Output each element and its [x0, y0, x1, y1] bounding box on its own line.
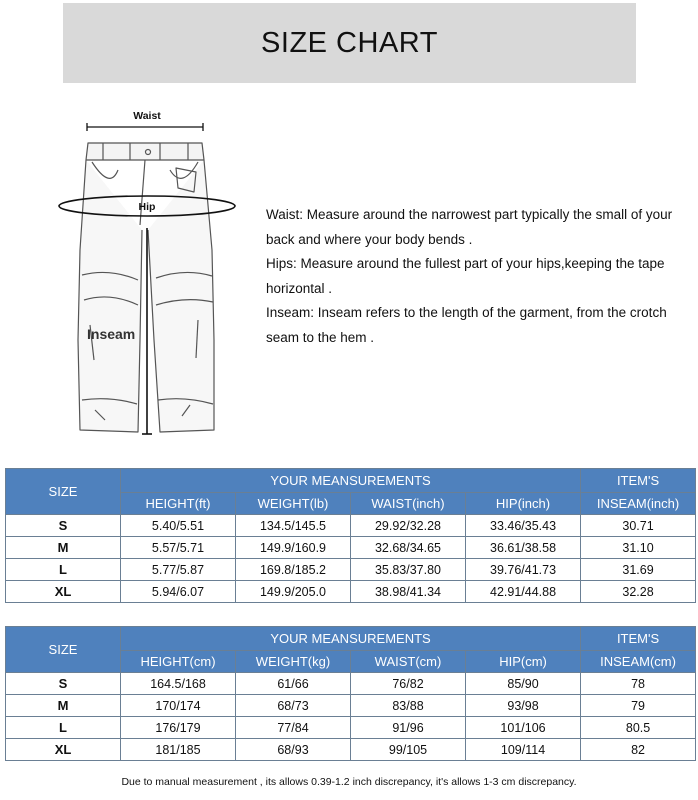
- column-header: HEIGHT(cm): [121, 651, 236, 673]
- table-cell: 164.5/168: [121, 673, 236, 695]
- column-header: WAIST(inch): [351, 493, 466, 515]
- table-cell: 149.9/160.9: [236, 537, 351, 559]
- column-header: HIP(cm): [466, 651, 581, 673]
- size-table-cm: [5, 626, 696, 761]
- size-cell: L: [6, 717, 121, 739]
- table-row: [6, 739, 696, 761]
- table-cell: 169.8/185.2: [236, 559, 351, 581]
- table-cell: 35.83/37.80: [351, 559, 466, 581]
- table-cell: 76/82: [351, 673, 466, 695]
- hip-instruction: Hips: Measure around the fullest part of your hips,keeping the tape horizontal .: [266, 256, 665, 296]
- size-cell: XL: [6, 739, 121, 761]
- column-header: WAIST(cm): [351, 651, 466, 673]
- size-cell: M: [6, 537, 121, 559]
- hip-label: Hip: [138, 201, 156, 213]
- table-row: [6, 515, 696, 537]
- waist-instruction: Waist: Measure around the narrowest part typically the small of your back and where your body bends .: [266, 207, 673, 247]
- inseam-label: Inseam: [87, 326, 136, 342]
- table-cell: 36.61/38.58: [466, 537, 581, 559]
- table-cell: 149.9/205.0: [236, 581, 351, 603]
- table-cell: 68/93: [236, 739, 351, 761]
- measurements-group-header: YOUR MEANSUREMENTS: [121, 469, 581, 493]
- table-cell: 5.94/6.07: [121, 581, 236, 603]
- discrepancy-footnote: Due to manual measurement , its allows 0.39-1.2 inch discrepancy, it's allows 1-3 cm discrepancy.: [121, 776, 577, 788]
- table-cell: 181/185: [121, 739, 236, 761]
- table-cell: 32.68/34.65: [351, 537, 466, 559]
- title-banner: [63, 3, 636, 83]
- waist-label: Waist: [133, 110, 161, 122]
- inseam-instruction: Inseam: Inseam refers to the length of the garment, from the crotch seam to the hem .: [266, 305, 667, 345]
- table-cell: 93/98: [466, 695, 581, 717]
- items-group-header: ITEM'S: [581, 627, 696, 651]
- table-cell: 134.5/145.5: [236, 515, 351, 537]
- size-header: SIZE: [6, 469, 121, 515]
- table-cell: 77/84: [236, 717, 351, 739]
- table-cell: 109/114: [466, 739, 581, 761]
- table-row: [6, 537, 696, 559]
- table-row: [6, 673, 696, 695]
- measurements-group-header: YOUR MEANSUREMENTS: [121, 627, 581, 651]
- table-cell: 85/90: [466, 673, 581, 695]
- table-cell: 68/73: [236, 695, 351, 717]
- size-cell: L: [6, 559, 121, 581]
- table-row: [6, 695, 696, 717]
- size-cell: XL: [6, 581, 121, 603]
- table-cell: 5.40/5.51: [121, 515, 236, 537]
- column-header: INSEAM(cm): [581, 651, 696, 673]
- table-cell: 82: [581, 739, 696, 761]
- table-cell: 30.71: [581, 515, 696, 537]
- table-cell: 176/179: [121, 717, 236, 739]
- table-row: [6, 559, 696, 581]
- column-header: HEIGHT(ft): [121, 493, 236, 515]
- table-cell: 91/96: [351, 717, 466, 739]
- pants-drawing: [78, 143, 214, 432]
- column-header: WEIGHT(kg): [236, 651, 351, 673]
- table-cell: 5.77/5.87: [121, 559, 236, 581]
- table-cell: 38.98/41.34: [351, 581, 466, 603]
- measurement-instructions: [266, 203, 686, 351]
- size-header: SIZE: [6, 627, 121, 673]
- table-cell: 32.28: [581, 581, 696, 603]
- table-cell: 5.57/5.71: [121, 537, 236, 559]
- table-cell: 33.46/35.43: [466, 515, 581, 537]
- size-table-inches: [5, 468, 696, 603]
- column-header: INSEAM(inch): [581, 493, 696, 515]
- table-cell: 42.91/44.88: [466, 581, 581, 603]
- table-cell: 80.5: [581, 717, 696, 739]
- table-cell: 79: [581, 695, 696, 717]
- table-cell: 99/105: [351, 739, 466, 761]
- column-header: HIP(inch): [466, 493, 581, 515]
- table-cell: 39.76/41.73: [466, 559, 581, 581]
- table-cell: 101/106: [466, 717, 581, 739]
- size-cell: S: [6, 673, 121, 695]
- table-cell: 31.10: [581, 537, 696, 559]
- table-cell: 78: [581, 673, 696, 695]
- column-header: WEIGHT(lb): [236, 493, 351, 515]
- size-cell: M: [6, 695, 121, 717]
- table-cell: 170/174: [121, 695, 236, 717]
- table-cell: 31.69: [581, 559, 696, 581]
- size-cell: S: [6, 515, 121, 537]
- table-cell: 29.92/32.28: [351, 515, 466, 537]
- table-cell: 61/66: [236, 673, 351, 695]
- pants-illustration: [0, 100, 260, 445]
- table-row: [6, 717, 696, 739]
- page-title: SIZE CHART: [261, 26, 438, 59]
- waist-measure-line: [87, 123, 203, 131]
- table-row: [6, 581, 696, 603]
- table-cell: 83/88: [351, 695, 466, 717]
- items-group-header: ITEM'S: [581, 469, 696, 493]
